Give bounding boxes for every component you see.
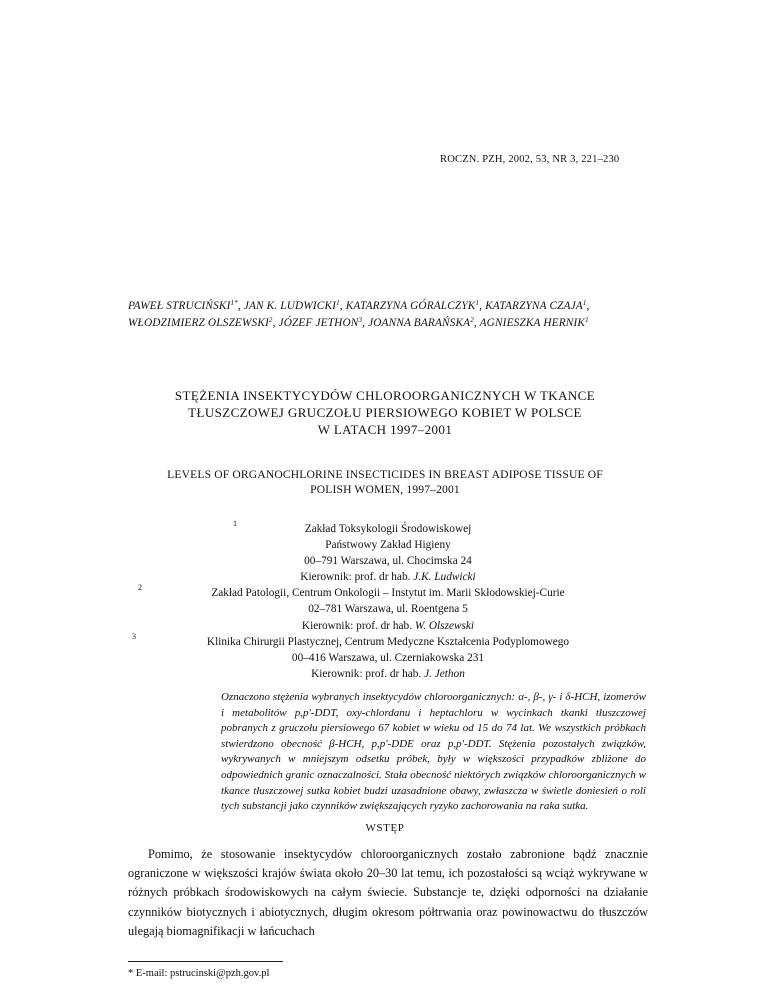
- affiliation-head-prefix: Kierownik: prof. dr hab.: [301, 619, 415, 632]
- affiliation-text: Zakład Toksykologii Środowiskowej: [304, 523, 472, 535]
- author-affiliation-marker: 1: [336, 299, 340, 307]
- affiliation-head: [128, 618, 648, 634]
- affiliation-text: Państwowy Zakład Higieny: [325, 539, 451, 552]
- affiliation-head-name: J. Jethon: [424, 667, 465, 680]
- affiliation-line: [128, 650, 648, 666]
- author-name: JAN K. LUDWICKI: [243, 300, 337, 312]
- author-affiliation-marker: 1: [585, 316, 589, 324]
- author-separator: ,: [237, 300, 244, 312]
- author-affiliation-marker: 2: [268, 316, 273, 324]
- affiliation-text: 00–416 Warszawa, ul. Czerniakowska 231: [291, 651, 485, 664]
- affiliation-head-name: J.K. Ludwicki: [413, 571, 476, 584]
- author-separator: ,: [473, 317, 480, 329]
- affiliation-number: 1: [233, 519, 237, 528]
- title-english: [120, 467, 650, 497]
- title-english-line: POLISH WOMEN, 1997–2001: [310, 483, 460, 496]
- author-name: JOANNA BARAŃSKA: [368, 317, 471, 329]
- affiliation-line: [128, 585, 648, 601]
- author-name: KATARZYNA GÓRALCZYK: [345, 300, 476, 312]
- section-heading: WSTĘP: [365, 822, 405, 834]
- author-list: [128, 298, 648, 332]
- author-separator: ,: [362, 317, 369, 329]
- title-polish-line: STĘŻENIA INSEKTYCYDÓW CHLOROORGANICZNYCH W TKANCE: [174, 388, 596, 403]
- author-separator: ,: [479, 300, 486, 312]
- affiliation-head-prefix: Kierownik: prof. dr hab.: [311, 667, 425, 680]
- affiliation-line: [128, 631, 648, 650]
- affiliation-number: 2: [138, 583, 142, 593]
- title-polish-line: W LATACH 1997–2001: [317, 422, 453, 437]
- title-english-line: LEVELS OF ORGANOCHLORINE INSECTICIDES IN BREAST ADIPOSE TISSUE OF: [167, 468, 603, 481]
- author-affiliation-marker: 2: [470, 316, 474, 324]
- footnote: * E-mail: pstrucinski@pzh.gov.pl: [128, 968, 270, 979]
- author-name: AGNIESZKA HERNIK: [479, 317, 586, 329]
- affiliation-line: [128, 537, 648, 553]
- affiliation-head-prefix: Kierownik: prof. dr hab.: [300, 571, 414, 584]
- author-name: PAWEŁ STRUCIŃSKI: [128, 300, 231, 312]
- affiliation-line: [128, 553, 648, 569]
- affiliation-text: Klinika Chirurgii Plastycznej, Centrum Medyczne Kształcenia Podyplomowego: [206, 635, 570, 648]
- author-separator: ,: [339, 300, 346, 312]
- affiliation-text: Zakład Patologii, Centrum Onkologii – Instytut im. Marii Skłodowskiej-Curie: [211, 587, 565, 600]
- author-separator: ,: [586, 300, 590, 312]
- journal-reference: ROCZN. PZH, 2002, 53, NR 3, 221–230: [440, 154, 620, 165]
- author-affiliation-marker: 1: [582, 299, 587, 307]
- affiliations: [128, 521, 648, 682]
- abstract: Oznaczono stężenia wybranych insektycydów chloroorganicznych: α-, β-, γ- i δ-HCH, izomerów i metabolitów p,p'-DDT, oxy-chlordanu i heptachloru w wycinkach tkanki tłuszczowej pobranych z gruczołu piersiowego 67 kobiet w wieku od 15 do 74 lat. We wszystkich próbkach stwierdzono obecność β-HCH, p,p'-DDE oraz p,p'-DDT. Stężenia pozostałych związków, wykrywanych w mniejszym odsetku próbek, były w większości przypadków zbliżone do odpowiednich granic oznaczalności. Stała obecność niektórych związków chloroorganicznych w tkance tłuszczowej sutka kobiet budzi uzasadnione obawy, zwłaszcza w świetle doniesień o roli tych substancji jako czynników zwiększających ryzyko zachorowania na raka sutka.: [221, 691, 646, 813]
- intro-paragraph: Pomimo, że stosowanie insektycydów chloroorganicznych zostało zabronione bądź znacznie ograniczone w większości krajów świata około 20–30 lat temu, ich pozostałości są wciąż wykrywane w różnych próbkach środowiskowych na całym świecie. Substancje te, dzięki odporności na działanie czynników biotycznych i abiotycznych, długim okresom półtrwania oraz powinowactwu do tłuszczów ulegają biomagnifikacji w łańcuchach: [128, 847, 648, 938]
- affiliation-head: [128, 666, 648, 682]
- affiliation-number: 3: [132, 631, 136, 641]
- affiliation-text: 02–781 Warszawa, ul. Roentgena 5: [308, 603, 468, 616]
- affiliation-text: 00–791 Warszawa, ul. Chocimska 24: [304, 555, 472, 568]
- affiliation-head: [128, 569, 648, 585]
- affiliation-head-name: W. Olszewski: [414, 619, 475, 632]
- author-name: JÓZEF JETHON: [278, 317, 359, 329]
- affiliation-line: [128, 521, 648, 537]
- author-name: WŁODZIMIERZ OLSZEWSKI: [128, 317, 269, 329]
- footnote-rule: [128, 961, 283, 962]
- author-affiliation-marker: 1*: [230, 299, 238, 307]
- author-name: KATARZYNA CZAJA: [485, 300, 583, 312]
- title-polish-line: TŁUSZCZOWEJ GRUCZOŁU PIERSIOWEGO KOBIET W POLSCE: [188, 405, 582, 420]
- title-polish: [120, 387, 650, 438]
- author-affiliation-marker: 3: [358, 316, 363, 324]
- author-separator: ,: [272, 317, 279, 329]
- author-affiliation-marker: 1: [475, 299, 480, 307]
- affiliation-line: [128, 601, 648, 617]
